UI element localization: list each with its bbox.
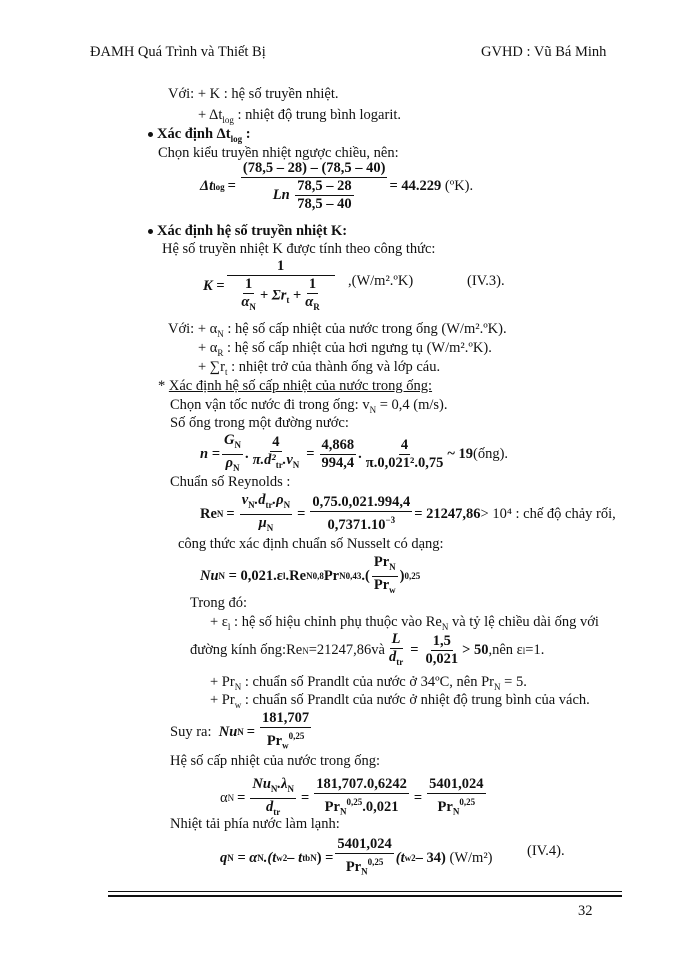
equation-n: n = $\frac{G_N}{\rho_N}$ . $\frac{4}{\pi.d^2_{tr}.v_N}$ = $\frac{4,868}{994,4}$ . 4 π.0,021².0,75 ~ 19 (ống). (200, 432, 509, 473)
text-line: Số ống trong một đường nước: (170, 415, 349, 431)
text-line: Với: + K : hệ số truyền nhiệt. (168, 86, 339, 102)
header-left: ĐAMH Quá Trình và Thiết Bị (90, 44, 266, 60)
equation-Nu: Nu N = 0,021.ε l .Re N 0,8 Pr N 0,43 .( $Pr_N$ $Pr_w$ ) 0,25 (200, 554, 421, 595)
text-line: Hệ số truyền nhiệt K được tính theo công thức: (162, 241, 436, 257)
bullet-icon (148, 132, 153, 137)
equation-dtlog: Δt log = (78,5 – 28) – (78,5 – 40) Ln $\frac{78,5 - 28}{78,5 - 40}$ = 44.229 (ºK). (200, 160, 474, 212)
text-line: + $\alpha_R$ : hệ số cấp nhiệt của hơi ngưng tụ (W/m².ºK). (198, 340, 492, 358)
text-line: + $\Delta t_{log}$ : nhiệt độ trung bình logarit. (198, 107, 402, 125)
equation-Nu2: Suy ra: Nu N = 181,707 $Pr_w^{0,25}$ (170, 710, 310, 751)
text-line: + $Pr_w$ : chuẩn số Prandlt của nước ở nhiệt độ trung bình của vách. (210, 692, 590, 710)
bullet-icon (148, 229, 153, 234)
text-line: Chọn kiểu truyền nhiệt ngược chiều, nên: (158, 145, 399, 161)
text-line-ld: đường kính ống:Re N =21247,86và L $d_{tr}$ = $\frac{1,5}{0,021}$ > 50 ,nên ε l =1. (190, 631, 545, 668)
equation-ref: (IV.4). (527, 843, 565, 859)
text-line: + $\varepsilon_l$ : hệ số hiệu chỉnh phụ thuộc vào $Re_N$ và tỷ lệ chiều dài ống với (210, 614, 599, 632)
equation-K: K = 1 $\frac{1}{\alpha_N}$ + $\Sigma r_t$ + $\frac{1}{\alpha_R}$ (203, 258, 337, 316)
text-line: công thức xác định chuẩn số Nusselt có dạng: (178, 536, 444, 552)
section-heading: Xác định $\Delta t_{log}$ : (148, 125, 251, 148)
page-number: 32 (578, 903, 593, 919)
text-line: Chuẩn số Reynolds : (170, 474, 291, 490)
text-line: + $\sum r_t$ : nhiệt trở của thành ống và lớp cáu. (198, 359, 441, 377)
equation-ref: (IV.3). (467, 273, 505, 289)
unit-label: ,(W/m².ºK) (348, 273, 414, 289)
subsection-heading: * Xác định hệ số cấp nhiệt của nước trong ống: (158, 378, 433, 394)
text-line: Hệ số cấp nhiệt của nước trong ống: (170, 753, 381, 769)
footer-divider (108, 891, 622, 897)
equation-alpha: α N = $Nu_N.\lambda_N$ $d_{tr}$ = 181,707.0,6242 $Pr_N^{0,25}.0,021$ = 5401,024 $Pr_N^{0,25}$ (220, 776, 484, 817)
text-line: Nhiệt tải phía nước làm lạnh: (170, 816, 340, 832)
text-line: Trong đó: (190, 595, 248, 611)
section-heading: Xác định hệ số truyền nhiệt K: (148, 222, 347, 240)
text-line: Với: + $\alpha_N$ : hệ số cấp nhiệt của nước trong ống (W/m².ºK). (168, 321, 507, 339)
equation-q: q N = α N .(t w2 – t tbN ) = 5401,024 $Pr_N^{0,25}$ (t w2 – 34) (W/m²) (220, 836, 493, 877)
header-right: GVHD : Vũ Bá Minh (481, 44, 607, 60)
text-line: Chọn vận tốc nước đi trong ống: $v_N = 0,4$ (m/s). (170, 397, 448, 415)
equation-Re: Re N = $v_N.d_{tr}.\rho_N$ $\mu_N$ = $\frac{0,75.0,021.994,4}{0,7371.10^{-3}}$ = 21247,86 > 10⁴ : chế độ chảy rối, (200, 492, 616, 534)
text-line: + $Pr_N$ : chuẩn số Prandlt của nước ở 34ºC, nên $Pr_N = 5$. (210, 674, 527, 692)
